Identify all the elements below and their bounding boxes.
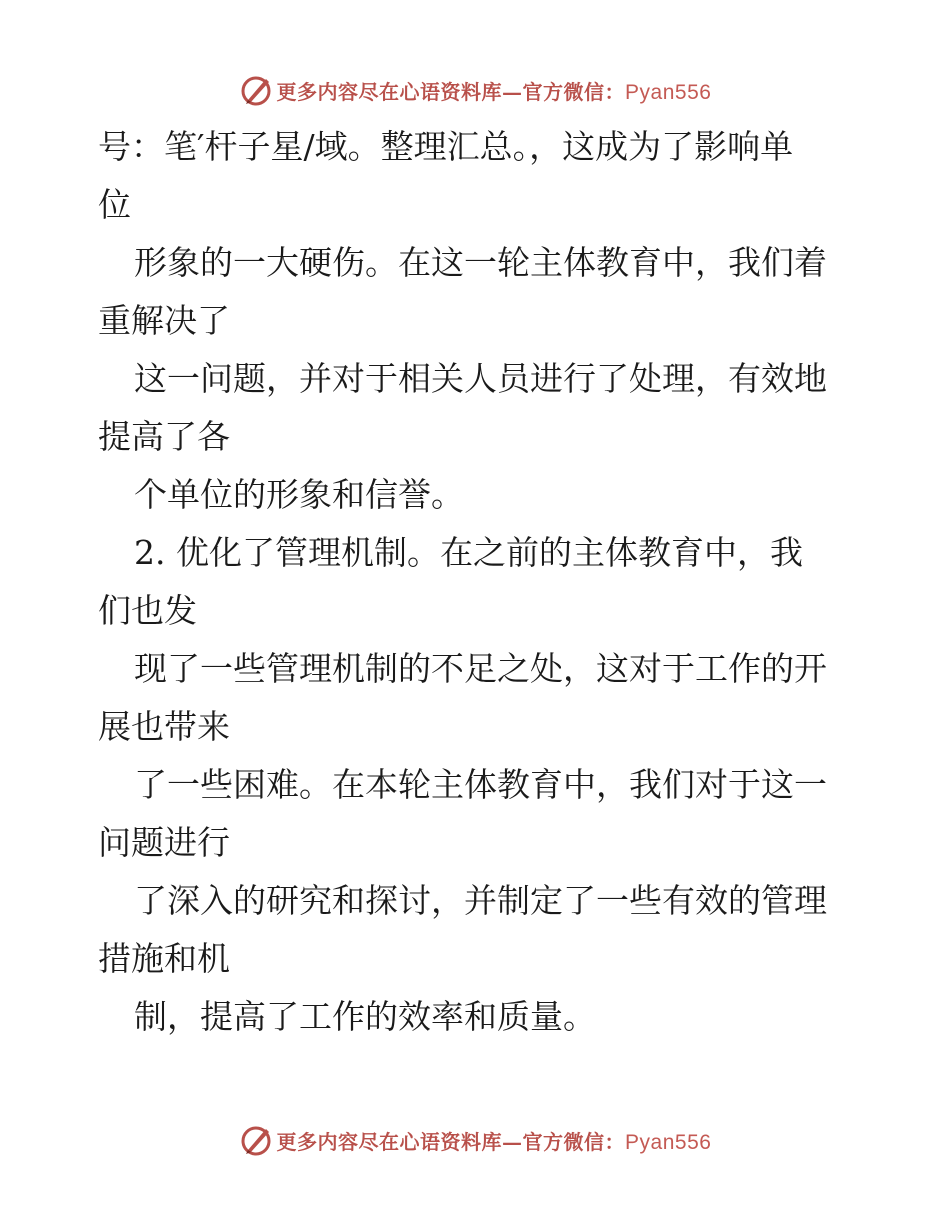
header-banner-text: 更多内容尽在心语资料库—官方微信：Pyan556 xyxy=(276,79,712,104)
text-line: 提高了各 xyxy=(98,417,230,456)
text-line: 号：笔′杆子星/域。整理汇总。，这成为了影响单 xyxy=(98,127,794,166)
text-line: 重解决了 xyxy=(98,301,230,340)
text-line: 个单位的形象和信誉。 xyxy=(134,475,464,514)
pen-logo-icon xyxy=(239,1123,273,1157)
text-line: 了深入的研究和探讨，并制定了一些有效的管理 xyxy=(134,881,827,920)
body-text xyxy=(98,118,858,1046)
text-line: 们也发 xyxy=(98,591,197,630)
header-banner xyxy=(0,70,950,110)
text-line: 形象的一大硬伤。在这一轮主体教育中，我们着 xyxy=(134,243,827,282)
pen-logo-icon xyxy=(239,73,273,107)
text-line: 2. 优化了管理机制。在之前的主体教育中，我 xyxy=(134,533,803,572)
text-line: 展也带来 xyxy=(98,707,230,746)
text-line: 制，提高了工作的效率和质量。 xyxy=(134,997,596,1036)
text-line: 问题进行 xyxy=(98,823,230,862)
text-line: 这一问题，并对于相关人员进行了处理，有效地 xyxy=(134,359,827,398)
footer-banner-text: 更多内容尽在心语资料库—官方微信：Pyan556 xyxy=(276,1129,712,1154)
text-line: 现了一些管理机制的不足之处，这对于工作的开 xyxy=(134,649,827,688)
footer-banner xyxy=(0,1120,950,1160)
text-line: 位 xyxy=(98,185,131,224)
text-line: 措施和机 xyxy=(98,939,230,978)
text-line: 了一些困难。在本轮主体教育中，我们对于这一 xyxy=(134,765,827,804)
